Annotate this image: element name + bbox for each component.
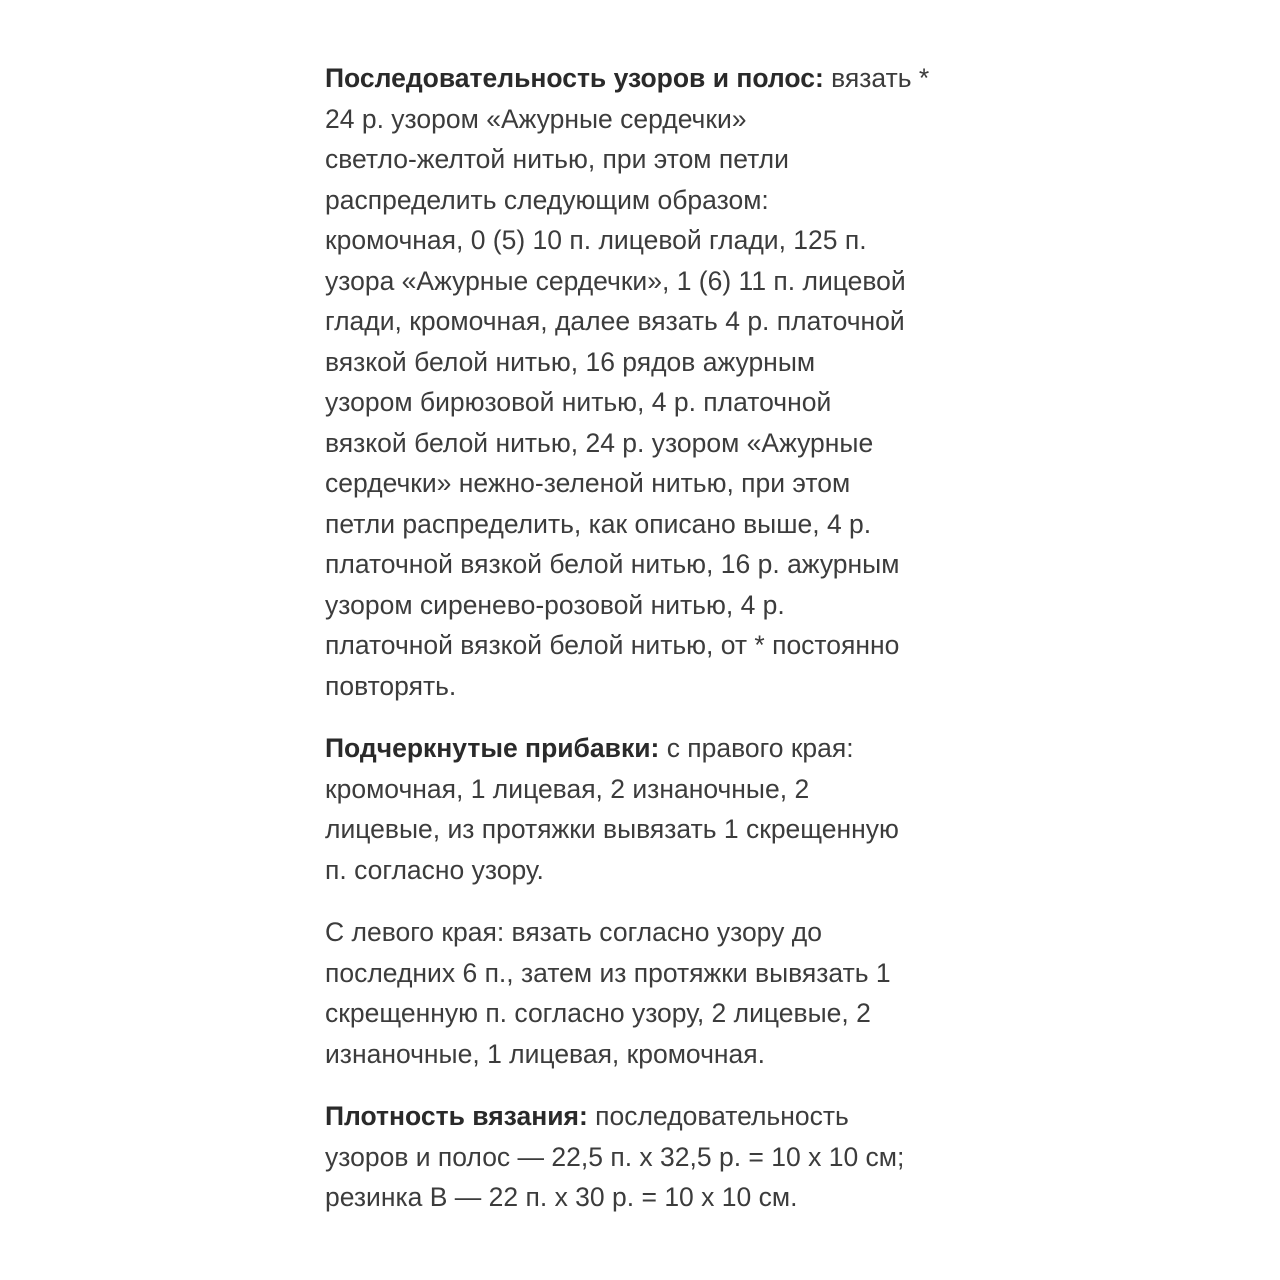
paragraph <box>325 912 965 1074</box>
text-run: глади, кромочная, далее вязать 4 р. платочной <box>325 306 905 336</box>
text-run: узором бирюзовой нитью, 4 р. платочной <box>325 387 832 417</box>
text-line <box>325 666 965 707</box>
text-line <box>325 625 965 666</box>
text-line <box>325 180 965 221</box>
text-line <box>325 993 965 1034</box>
text-run: п. согласно узору. <box>325 854 544 885</box>
text-run: скрещенную п. согласно узору, 2 лицевые, 2 <box>325 998 871 1028</box>
text-line <box>325 1096 965 1137</box>
text-run: лицевые, из протяжки вывязать 1 скрещенную <box>325 814 899 844</box>
text-line <box>325 585 965 626</box>
text-run: последних 6 п., затем из протяжки вывязать 1 <box>325 957 891 988</box>
text-line <box>325 809 965 850</box>
text-line <box>325 220 965 261</box>
text-line <box>325 382 965 423</box>
text-run: сердечки» нежно-зеленой нитью, при этом <box>325 468 851 498</box>
text-run: С левого края: вязать согласно узору до <box>325 917 822 947</box>
text-run: 24 р. узором «Ажурные сердечки» <box>325 103 747 134</box>
text-run: узора «Ажурные сердечки», 1 (6) 11 п. лицевой <box>325 265 906 296</box>
text-line <box>325 1137 965 1178</box>
text-line <box>325 261 965 302</box>
text-line <box>325 301 965 342</box>
text-line <box>325 423 965 464</box>
text-run: узоров и полос — 22,5 п. х 32,5 р. = 10 х 10 см; <box>325 1141 905 1172</box>
text-run: вязкой белой нитью, 24 р. узором «Ажурные <box>325 427 874 458</box>
paragraph <box>325 728 965 890</box>
text-run: распределить следующим образом: <box>325 184 769 215</box>
text-run: резинка В — 22 п. х 30 р. = 10 х 10 см. <box>325 1182 798 1212</box>
text-line <box>325 728 965 769</box>
text-line <box>325 58 965 99</box>
text-line <box>325 953 965 994</box>
text-run: изнаночные, 1 лицевая, кромочная. <box>325 1038 765 1069</box>
text-run: платочной вязкой белой нитью, 16 р. ажурным <box>325 549 900 579</box>
section-heading: Последовательность узоров и полос: <box>325 63 824 93</box>
text-run: вязкой белой нитью, 16 рядов ажурным <box>325 346 816 377</box>
paragraph <box>325 1096 965 1218</box>
section-heading: Подчеркнутые прибавки: <box>325 733 660 763</box>
text-line <box>325 544 965 585</box>
text-run: последовательность <box>587 1101 849 1131</box>
section-heading: Плотность вязания: <box>325 1101 588 1131</box>
text-line <box>325 139 965 180</box>
document-body <box>325 58 965 1240</box>
text-line <box>325 850 965 891</box>
text-line <box>325 463 965 504</box>
text-line <box>325 504 965 545</box>
text-line <box>325 1177 965 1218</box>
text-line <box>325 912 965 953</box>
text-line <box>325 342 965 383</box>
text-run: кромочная, 1 лицевая, 2 изнаночные, 2 <box>325 773 810 804</box>
text-run: кромочная, 0 (5) 10 п. лицевой глади, 125 п. <box>325 225 867 255</box>
text-line <box>325 769 965 810</box>
text-line <box>325 1034 965 1075</box>
text-run: вязать * <box>823 63 930 93</box>
text-run: с правого края: <box>659 733 854 763</box>
text-run: петли распределить, как описано выше, 4 р. <box>325 508 872 539</box>
text-line <box>325 99 965 140</box>
text-run: платочной вязкой белой нитью, от * постоянно <box>325 630 900 660</box>
text-run: светло-желтой нитью, при этом петли <box>325 144 789 174</box>
text-run: повторять. <box>325 670 457 701</box>
paragraph <box>325 58 965 706</box>
text-run: узором сиренево-розовой нитью, 4 р. <box>325 589 785 620</box>
